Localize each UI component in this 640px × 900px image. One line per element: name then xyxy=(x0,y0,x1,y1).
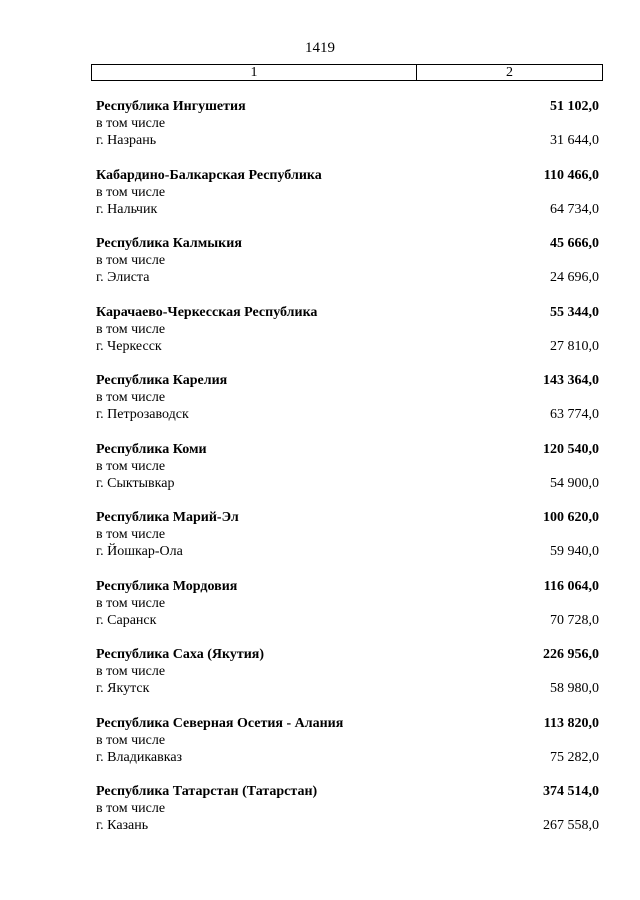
city-name: г. Йошкар-Ола xyxy=(96,544,183,559)
city-value: 64 734,0 xyxy=(550,201,599,217)
including-row xyxy=(96,115,599,132)
city-name: г. Элиста xyxy=(96,270,150,285)
column-header-1: 1 xyxy=(92,65,417,80)
regions-list xyxy=(96,98,599,852)
region-total: 51 102,0 xyxy=(550,99,599,114)
region-row xyxy=(96,372,599,389)
including-label: в том числе xyxy=(96,801,166,816)
including-row xyxy=(96,595,599,612)
city-row xyxy=(96,543,599,560)
including-label: в том числе xyxy=(96,732,166,748)
including-row xyxy=(96,663,599,680)
including-row xyxy=(96,321,599,338)
including-label: в том числе xyxy=(96,321,166,337)
region-block xyxy=(96,715,599,784)
city-row xyxy=(96,201,599,218)
city-row xyxy=(96,612,599,629)
city-row xyxy=(96,406,599,423)
region-row xyxy=(96,304,599,321)
including-label: в том числе xyxy=(96,390,166,405)
city-value: 24 696,0 xyxy=(550,270,599,285)
including-row xyxy=(96,458,599,475)
region-name: Республика Ингушетия xyxy=(96,99,246,114)
region-block xyxy=(96,167,599,236)
city-name: г. Владикавказ xyxy=(96,749,183,765)
region-row xyxy=(96,646,599,663)
region-total: 374 514,0 xyxy=(543,784,599,799)
region-block xyxy=(96,646,599,715)
including-row xyxy=(96,800,599,817)
region-name: Республика Татарстан (Татарстан) xyxy=(96,784,318,799)
region-block xyxy=(96,304,599,373)
city-name: г. Черкесск xyxy=(96,338,162,354)
region-name: Республика Калмыкия xyxy=(96,236,242,251)
region-block xyxy=(96,98,599,167)
region-total: 116 064,0 xyxy=(543,578,599,594)
including-row xyxy=(96,732,599,749)
including-label: в том числе xyxy=(96,184,166,200)
region-row xyxy=(96,167,599,184)
region-total: 100 620,0 xyxy=(543,510,599,525)
including-label: в том числе xyxy=(96,527,166,542)
city-row xyxy=(96,338,599,355)
region-total: 55 344,0 xyxy=(550,304,599,320)
city-value: 54 900,0 xyxy=(550,475,599,491)
city-value: 31 644,0 xyxy=(550,133,599,148)
including-row xyxy=(96,526,599,543)
region-block xyxy=(96,578,599,647)
city-row xyxy=(96,680,599,697)
region-block xyxy=(96,509,599,578)
region-name: Республика Саха (Якутия) xyxy=(96,647,265,662)
including-label: в том числе xyxy=(96,116,166,131)
including-row xyxy=(96,389,599,406)
city-row xyxy=(96,132,599,149)
region-name: Республика Карелия xyxy=(96,373,228,388)
column-header-2: 2 xyxy=(506,65,513,80)
region-total: 110 466,0 xyxy=(543,167,599,183)
city-name: г. Саранск xyxy=(96,612,157,628)
city-value: 59 940,0 xyxy=(550,544,599,559)
city-name: г. Назрань xyxy=(96,133,157,148)
including-label: в том числе xyxy=(96,595,166,611)
city-name: г. Петрозаводск xyxy=(96,407,189,422)
region-row xyxy=(96,98,599,115)
city-name: г. Нальчик xyxy=(96,201,158,217)
city-name: г. Сыктывкар xyxy=(96,475,175,491)
city-value: 70 728,0 xyxy=(550,612,599,628)
region-block xyxy=(96,441,599,510)
region-total: 45 666,0 xyxy=(550,236,599,251)
city-row xyxy=(96,475,599,492)
region-block xyxy=(96,235,599,304)
region-total: 113 820,0 xyxy=(543,715,599,731)
city-value: 27 810,0 xyxy=(550,338,599,354)
city-value: 267 558,0 xyxy=(543,818,599,833)
region-block xyxy=(96,783,599,852)
including-row xyxy=(96,252,599,269)
region-name: Республика Марий-Эл xyxy=(96,510,239,525)
region-row xyxy=(96,509,599,526)
region-row xyxy=(96,783,599,800)
region-name: Кабардино-Балкарская Республика xyxy=(96,167,322,183)
city-name: г. Казань xyxy=(96,818,149,833)
city-value: 75 282,0 xyxy=(550,749,599,765)
page-number: 1419 xyxy=(305,40,335,56)
including-label: в том числе xyxy=(96,253,166,268)
region-total: 120 540,0 xyxy=(543,441,599,457)
city-value: 58 980,0 xyxy=(550,681,599,696)
region-row xyxy=(96,235,599,252)
city-row xyxy=(96,269,599,286)
region-row xyxy=(96,578,599,595)
including-row xyxy=(96,184,599,201)
table-header xyxy=(91,64,603,81)
city-value: 63 774,0 xyxy=(550,407,599,422)
region-total: 143 364,0 xyxy=(543,373,599,388)
region-name: Карачаево-Черкесская Республика xyxy=(96,304,318,320)
region-name: Республика Коми xyxy=(96,441,207,457)
including-label: в том числе xyxy=(96,458,166,474)
city-row xyxy=(96,817,599,834)
region-name: Республика Северная Осетия - Алания xyxy=(96,715,344,731)
region-total: 226 956,0 xyxy=(543,647,599,662)
region-name: Республика Мордовия xyxy=(96,578,238,594)
region-row xyxy=(96,441,599,458)
city-row xyxy=(96,749,599,766)
city-name: г. Якутск xyxy=(96,681,150,696)
region-row xyxy=(96,715,599,732)
including-label: в том числе xyxy=(96,664,166,679)
region-block xyxy=(96,372,599,441)
